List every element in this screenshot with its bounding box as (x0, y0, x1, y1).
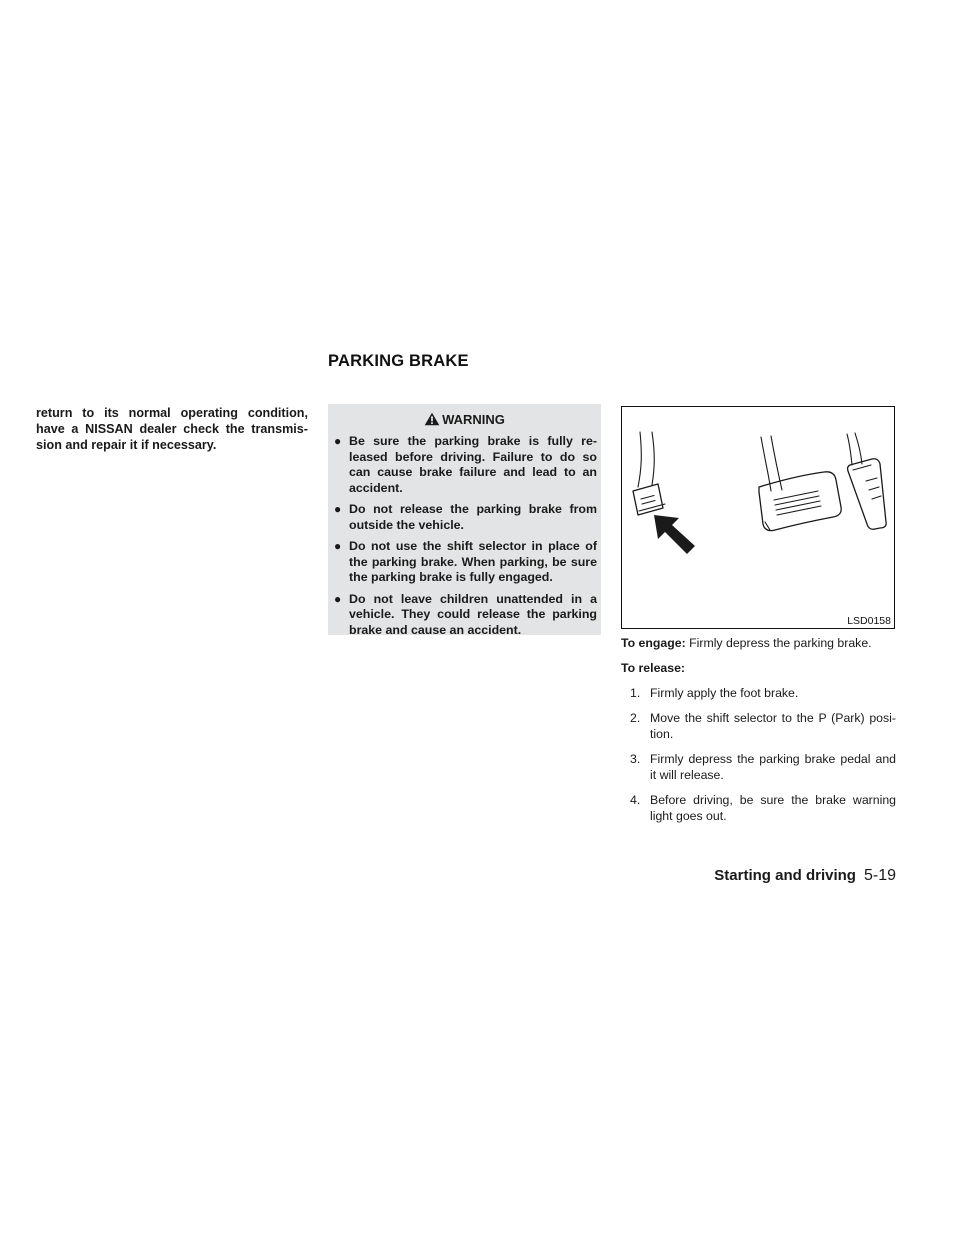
step-item: 4. Before driving, be sure the brake warning light goes out. (630, 793, 896, 823)
warning-item: ● Be sure the parking brake is fully re- leased before driving. Failure to do so can cause brake failure and lead to an accident. (334, 434, 597, 495)
page-footer (714, 867, 896, 885)
chapter-title: Starting and driving (714, 867, 856, 884)
bullet-icon: ● (334, 539, 342, 553)
arrow-icon (654, 515, 695, 554)
warning-item: ● Do not release the parking brake from outside the vehicle. (334, 502, 597, 532)
warning-triangle-icon (424, 412, 440, 426)
step-item: 1. Firmly apply the foot brake. (630, 686, 799, 700)
warning-box (328, 404, 601, 635)
engage-text: Firmly depress the parking brake. (689, 636, 872, 650)
section-title: PARKING BRAKE (328, 352, 469, 370)
warning-list (328, 434, 601, 638)
continued-text: return to its normal operating condition, have a NISSAN dealer check the transmis- sion and repair it if necessary. (36, 406, 308, 452)
warning-item: ● Do not use the shift selector in place of the parking brake. When parking, be sure the parking brake is fully engaged. (334, 539, 597, 584)
step-item: 3. Firmly depress the parking brake pedal and it will release. (630, 752, 896, 782)
warning-heading (328, 410, 601, 428)
warning-item: ● Do not leave children unattended in a vehicle. They could release the parking brake and cause an accident. (334, 591, 597, 637)
parking-brake-pedal-icon (633, 432, 665, 515)
engage-paragraph (621, 635, 896, 651)
bullet-icon: ● (334, 591, 342, 606)
brake-pedal-icon (759, 436, 841, 531)
accelerator-pedal-icon (847, 433, 886, 529)
bullet-icon: ● (334, 502, 342, 516)
release-steps (621, 685, 896, 824)
page-number: 5-19 (863, 867, 896, 884)
release-label: To release: (621, 661, 686, 675)
figure-code: LSD0158 (847, 615, 891, 627)
warning-label: WARNING (442, 411, 505, 427)
step-item: 2. Move the shift selector to the P (Park) posi- tion. (630, 711, 896, 741)
engage-label: To engage: (621, 636, 686, 650)
pedal-illustration (621, 406, 895, 629)
instructions (621, 635, 896, 833)
bullet-icon: ● (334, 434, 342, 448)
